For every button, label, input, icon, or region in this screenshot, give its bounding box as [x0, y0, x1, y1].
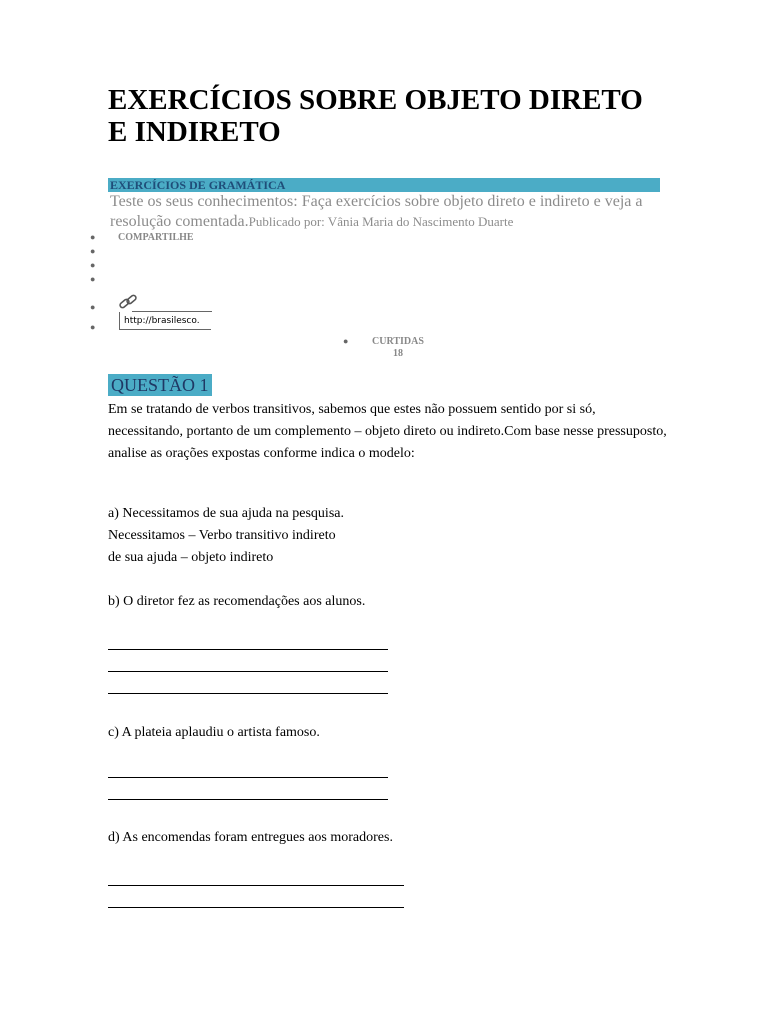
- page-title: EXERCÍCIOS SOBRE OBJETO DIRETO E INDIRETO: [108, 84, 643, 148]
- answer-line[interactable]: [108, 693, 388, 694]
- likes-counter: [362, 336, 434, 360]
- share-item-twitter[interactable]: [90, 260, 104, 271]
- question-title: QUESTÃO 1: [108, 374, 212, 396]
- answer-line[interactable]: [108, 649, 388, 650]
- item-d: d) As encomendas foram entregues aos moradores.: [108, 830, 393, 845]
- likes-label: CURTIDAS: [372, 336, 424, 347]
- author-byline: Publicado por: Vânia Maria do Nascimento Duarte: [248, 214, 514, 229]
- question-intro: Em se tratando de verbos transitivos, sabemos que estes não possuem sentido por si só, necessitando, portanto de um complemento – objeto direto ou indireto.Com base nesse pressuposto, analise as orações expostas conforme indica o modelo:: [108, 402, 667, 461]
- item-b: b) O diretor fez as recomendações aos alunos.: [108, 594, 366, 609]
- item-a-verb: Necessitamos – Verbo transitivo indireto: [108, 528, 336, 543]
- category-link[interactable]: EXERCÍCIOS DE GRAMÁTICA: [108, 178, 660, 192]
- item-c: c) A plateia aplaudiu o artista famoso.: [108, 725, 320, 740]
- item-a: a) Necessitamos de sua ajuda na pesquisa.: [108, 506, 344, 521]
- share-item-whatsapp[interactable]: [90, 274, 104, 285]
- answer-line[interactable]: [108, 799, 388, 800]
- bullet-icon: ●: [90, 274, 96, 284]
- answer-line[interactable]: [108, 777, 388, 778]
- bullet-icon: ●: [343, 336, 349, 346]
- article-subtitle: [110, 192, 670, 232]
- subtitle-text: Teste os seus conhecimentos: Faça exercícios sobre objeto direto e indireto e veja a resolução comentada.: [110, 193, 643, 230]
- bullet-icon: ●: [90, 260, 96, 270]
- likes-count: 18: [393, 348, 403, 359]
- answer-line[interactable]: [108, 885, 404, 886]
- share-url-field[interactable]: http://brasilesco.: [119, 312, 211, 330]
- share-label: COMPARTILHE: [118, 232, 194, 243]
- share-item-email[interactable]: [90, 322, 104, 333]
- share-item-facebook[interactable]: [90, 246, 104, 257]
- bullet-icon: ●: [90, 322, 96, 332]
- bullet-icon: ●: [90, 302, 96, 312]
- bullet-icon: ●: [90, 246, 96, 256]
- item-a-object: de sua ajuda – objeto indireto: [108, 550, 274, 565]
- share-item[interactable]: [90, 232, 194, 243]
- bullet-icon: ●: [90, 232, 96, 242]
- share-item-link[interactable]: [90, 302, 104, 313]
- answer-line[interactable]: [108, 671, 388, 672]
- answer-line[interactable]: [108, 907, 404, 908]
- link-icon[interactable]: [118, 294, 140, 312]
